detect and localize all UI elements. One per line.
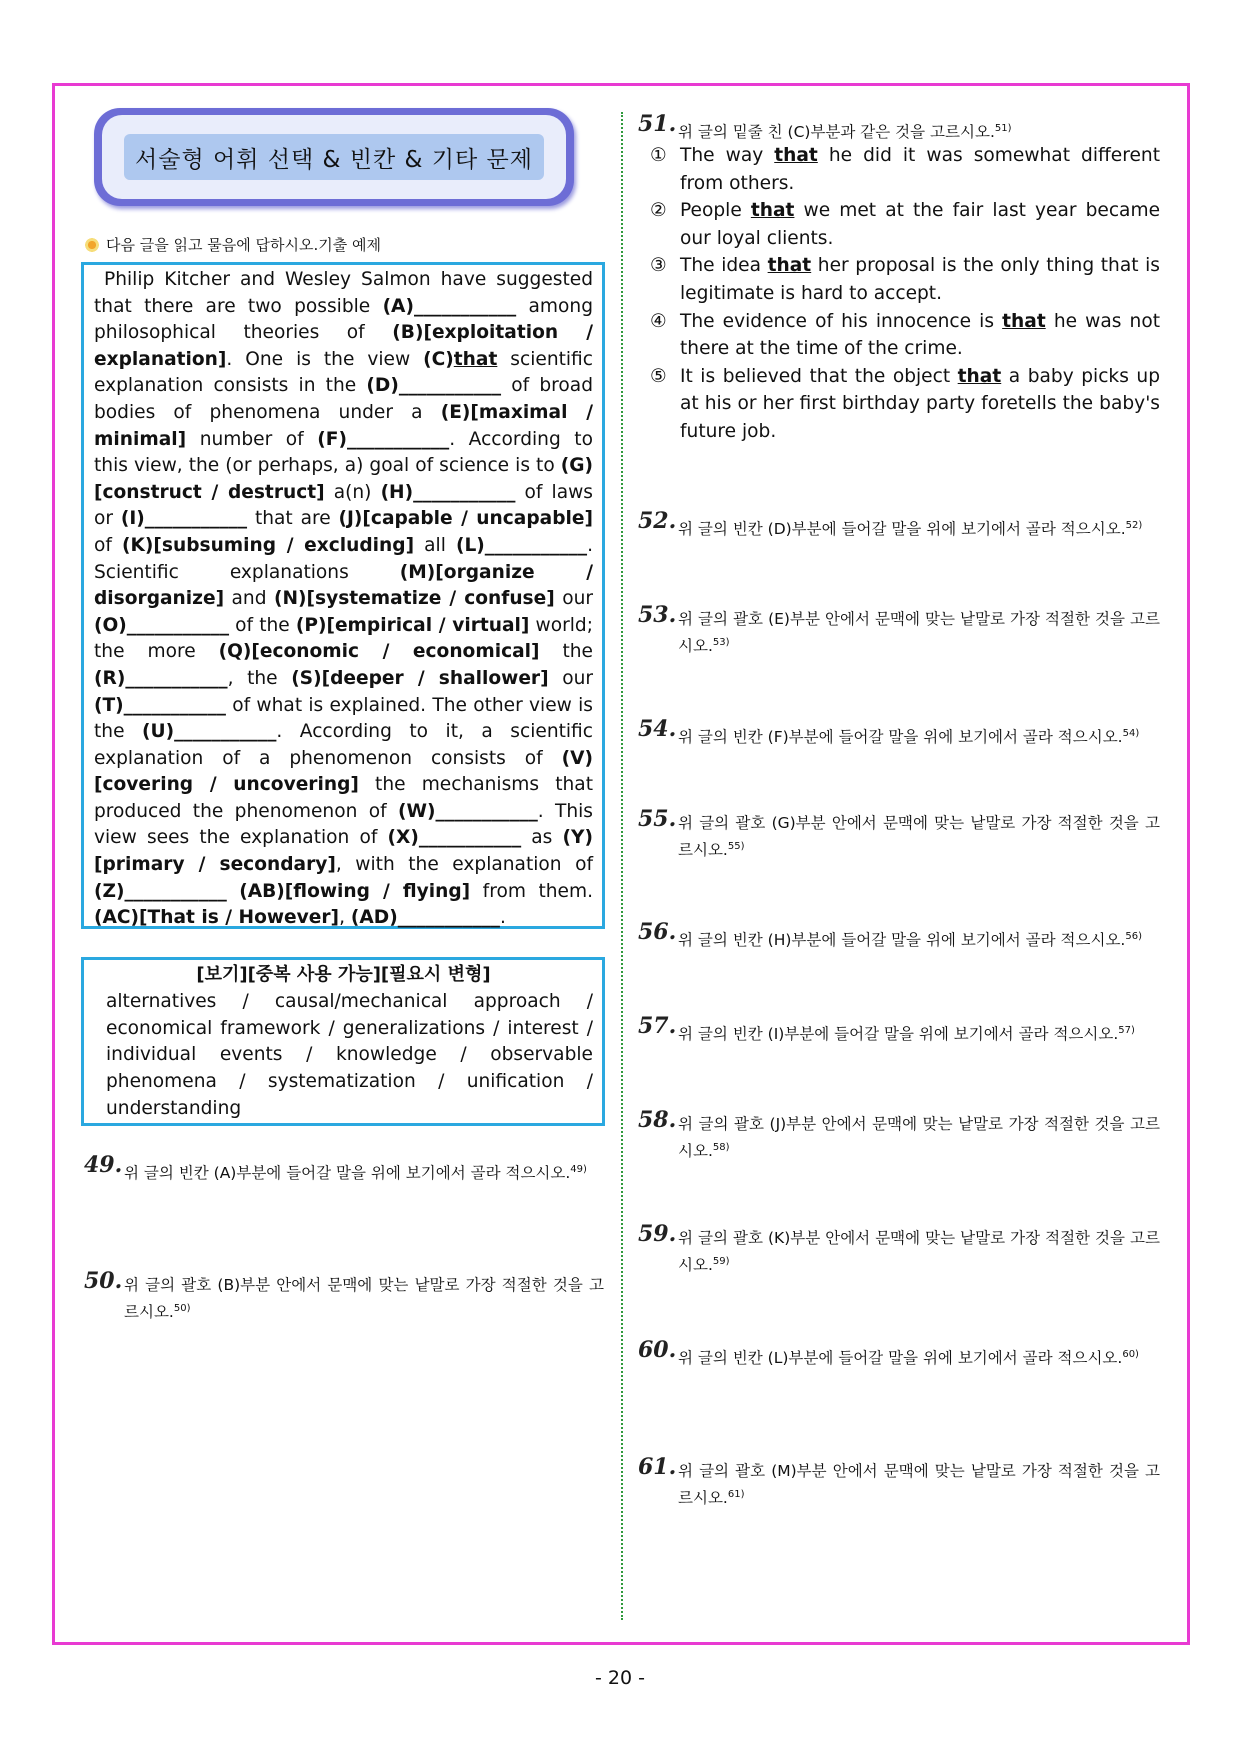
- question-50: 50. 위 글의 괄호 (B)부분 안에서 문맥에 맞는 낱말로 가장 적절한 것을 고르시오.$^{50)}$: [84, 1268, 604, 1322]
- section-title: 서술형 어휘 선택 & 빈칸 & 기타 문제: [124, 134, 544, 180]
- choice-ac: (AC)[That is / However]: [94, 907, 340, 929]
- blank-h: (H)___________: [380, 481, 516, 503]
- section-title-box: [94, 108, 574, 206]
- question-51: 51. 위 글의 밑줄 친 (C)부분과 같은 것을 고르시오.$^{51)}$: [638, 111, 1012, 142]
- column-divider: [621, 112, 623, 1620]
- instruction-text: 다음 글을 읽고 물음에 답하시오.기출 예제: [106, 236, 381, 254]
- blank-a: (A)___________: [382, 295, 517, 317]
- question-61: 61. 위 글의 괄호 (M)부분 안에서 문맥에 맞는 낱말로 가장 적절한 것을 고르시오.$^{61)}$: [638, 1454, 1160, 1508]
- option-5[interactable]: ⑤ It is believed that the object that a baby picks up at his or her first birthday party foretells the baby's future job.: [650, 365, 1161, 442]
- question-59: 59. 위 글의 괄호 (K)부분 안에서 문맥에 맞는 낱말로 가장 적절한 것을 고르시오.$^{59)}$: [638, 1221, 1160, 1275]
- flower-icon: [84, 237, 100, 253]
- choice-k: (K)[subsuming / excluding]: [121, 534, 415, 556]
- instruction: [84, 234, 381, 255]
- blank-o: (O)___________: [94, 614, 230, 636]
- blank-t: (T)___________: [94, 694, 226, 716]
- choice-s: (S)[deeper / shallower]: [291, 667, 549, 689]
- blank-u: (U)___________: [142, 721, 277, 743]
- word-bank-heading: [보기][중복 사용 가능][필요시 변형]: [196, 964, 491, 985]
- blank-f: (F)___________: [317, 428, 450, 450]
- question-60: 60. 위 글의 빈칸 (L)부분에 들어갈 말을 위에 보기에서 골라 적으시오.$^{60)}$: [638, 1337, 1139, 1368]
- question-51-options: [648, 142, 1160, 446]
- option-4[interactable]: ④ The evidence of his innocence is that he was not there at the time of the crime.: [650, 310, 1160, 360]
- blank-w: (W)___________: [397, 800, 538, 822]
- choice-m: (M)[organize / disorganize]: [94, 561, 594, 610]
- question-49: 49. 위 글의 빈칸 (A)부분에 들어갈 말을 위에 보기에서 골라 적으시오.$^{49)}$: [84, 1152, 587, 1183]
- choice-g: (G)[construct / destruct]: [94, 455, 593, 503]
- choice-p: (P)[empirical / virtual]: [295, 614, 530, 636]
- page-number: - 20 -: [595, 1667, 645, 1689]
- title-frame: [102, 115, 566, 199]
- question-52: 52. 위 글의 빈칸 (D)부분에 들어갈 말을 위에 보기에서 골라 적으시오.$^{52)}$: [638, 508, 1143, 539]
- blank-x: (X)___________: [387, 827, 522, 849]
- choice-q: (Q)[economic / economical]: [218, 641, 540, 663]
- question-58: 58. 위 글의 괄호 (J)부분 안에서 문맥에 맞는 낱말로 가장 적절한 것을 고르시오.$^{58)}$: [638, 1107, 1160, 1161]
- choice-y: (Y)[primary / secondary]: [94, 827, 593, 876]
- choice-b: (B)[exploitation / explanation]: [94, 322, 593, 370]
- choice-j: (J)[capable / uncapable]: [338, 508, 593, 530]
- option-2[interactable]: ② People that we met at the fair last year became our loyal clients.: [650, 200, 1161, 249]
- option-1[interactable]: ① The way that he did it was somewhat different from others.: [650, 145, 1160, 194]
- blank-ad: (AD)___________: [350, 907, 500, 929]
- choice-v: (V)[covering / uncovering]: [94, 747, 593, 796]
- word-bank: [81, 957, 605, 1126]
- question-56: 56. 위 글의 빈칸 (H)부분에 들어갈 말을 위에 보기에서 골라 적으시오.$^{56)}$: [638, 919, 1142, 950]
- choice-ab: (AB)[flowing / flying]: [239, 880, 471, 902]
- choice-e: (E)[maximal / minimal]: [94, 401, 593, 450]
- question-53: 53. 위 글의 괄호 (E)부분 안에서 문맥에 맞는 낱말로 가장 적절한 것을 고르시오.$^{53)}$: [638, 602, 1160, 656]
- blank-z: (Z)___________: [94, 880, 227, 902]
- word-bank-text: alternatives / causal/mechanical approach / economical framework / generalizations / interest / individual events / knowledge / observable phenomena / systematization / unification / understanding: [106, 990, 593, 1119]
- question-54: 54. 위 글의 빈칸 (F)부분에 들어갈 말을 위에 보기에서 골라 적으시오.$^{54)}$: [638, 716, 1140, 747]
- blank-i: (I)___________: [120, 508, 248, 530]
- question-57: 57. 위 글의 빈칸 (I)부분에 들어갈 말을 위에 보기에서 골라 적으시오.$^{57)}$: [638, 1013, 1135, 1044]
- underline-c: (C)that: [423, 348, 498, 370]
- blank-d: (D)___________: [366, 375, 502, 397]
- blank-l: (L)___________: [455, 534, 588, 556]
- question-55: 55. 위 글의 괄호 (G)부분 안에서 문맥에 맞는 낱말로 가장 적절한 것을 고르시오.$^{55)}$: [638, 806, 1160, 860]
- reading-passage: Philip Kitcher and Wesley Salmon have suggested that there are two possible (A)___________ among philosophical theories of (B)[exploitation / explanation]. One is the view (C)that scientific explanation consists in the (D)___________ of broad bodies of phenomena under a (E)[maximal / minimal] number of (F)___________. According to this view, the (or perhaps, a) goal of science is to (G)[construct / destruct] a(n) (H)___________ of laws or (I)___________ that are (J)[capable / uncapable] of (K)[subsuming / excluding] all (L)___________. Scientific explanations (M)[organize / disorganize] and (N)[systematize / confuse] our (O)___________ of the (P)[empirical / virtual] world; the more (Q)[economic / economical] the (R)___________, the (S)[deeper / shallower] our (T)___________ of what is explained. The other view is the (U)___________. According to it, a scientific explanation of a phenomenon consists of (V)[covering / uncovering] the mechanisms that produced the phenomenon of (W)___________. This view sees the explanation of (X)___________ as (Y)[primary / secondary], with the explanation of (Z)___________ (AB)[flowing / flying] from them. (AC)[That is / However], (AD)___________.: [81, 262, 605, 929]
- choice-n: (N)[systematize / confuse]: [273, 588, 555, 610]
- option-3[interactable]: ③ The idea that her proposal is the only thing that is legitimate is hard to accept.: [650, 255, 1160, 304]
- blank-r: (R)___________: [94, 667, 228, 689]
